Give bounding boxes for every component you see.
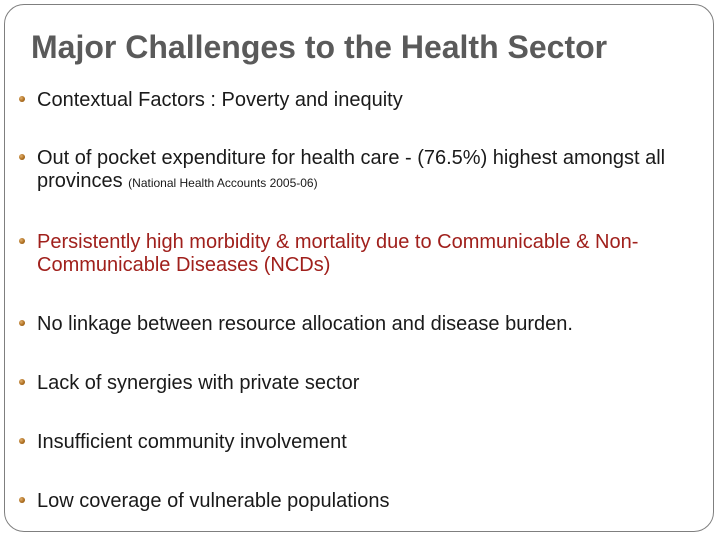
round-bullet-icon: [19, 497, 25, 503]
bullet-item-contextual-factors: [17, 89, 707, 112]
round-bullet-icon: [19, 379, 25, 385]
round-bullet-icon: [19, 238, 25, 244]
round-bullet-icon: [19, 320, 25, 326]
round-bullet-icon: [19, 154, 25, 160]
round-bullet-icon: [19, 438, 25, 444]
bullet-item-resource-allocation: [17, 313, 707, 336]
round-bullet-icon: [19, 96, 25, 102]
bullet-item-community-involvement: [17, 431, 707, 454]
bullet-item-private-sector: [17, 372, 707, 395]
bullet-text-with-citation: [37, 147, 707, 195]
slide-frame: [4, 4, 714, 532]
bullet-text: Insufficient community involvement: [37, 431, 347, 453]
citation-text: (National Health Accounts 2005-06): [128, 176, 318, 190]
slide-title: Major Challenges to the Health Sector: [31, 29, 608, 65]
bullet-item-morbidity-mortality: [17, 231, 707, 277]
bullet-text: Low coverage of vulnerable populations: [37, 490, 390, 512]
bullet-item-out-of-pocket: [17, 147, 707, 195]
bullet-text: Lack of synergies with private sector: [37, 372, 360, 394]
bullet-text: No linkage between resource allocation and disease burden.: [37, 313, 573, 335]
bullet-item-vulnerable-populations: [17, 490, 707, 513]
bullet-text: Contextual Factors : Poverty and inequity: [37, 89, 403, 111]
bullet-text-highlighted: Persistently high morbidity & mortality due to Communicable & Non-Communicable Diseases (NCDs): [37, 231, 639, 276]
bullet-text: Out of pocket expenditure for health care - (76.5%) highest amongst all provinces: [37, 147, 666, 192]
